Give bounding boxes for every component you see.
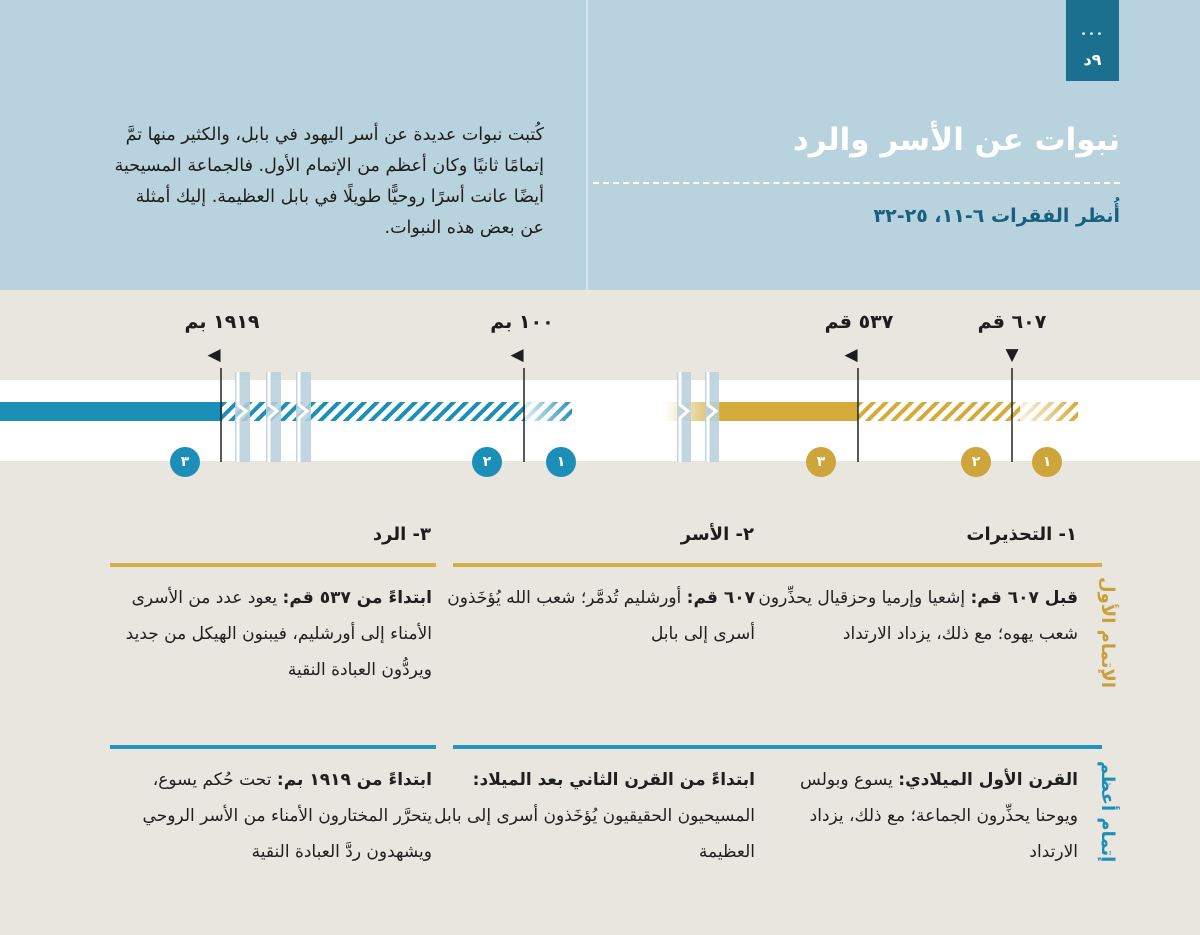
gold-solid-bar [720, 402, 858, 421]
down-arrow-icon: ▼ [1005, 345, 1019, 365]
cell-first-warnings [756, 580, 1078, 652]
blue-hatch-fade [525, 402, 575, 421]
intro-text: كُتبت نبوات عديدة عن أسر اليهود في بابل، والكثير منها تمَّ إتمامًا ثانيًا وكان أعظم من الإتمام الأول. فالجماعة المسيحية أيضًا عانت أسرًا روحيًّا طويلًا في بابل العظيمة. إليك أمثلة عن بعض هذه النبوات. [114, 125, 544, 238]
page-badge [1066, 0, 1119, 81]
gold-hatch-fade [1020, 402, 1078, 421]
cell-date: ابتداءً من ٥٣٧ قم: [282, 588, 432, 608]
date-607: ٦٠٧ قم [977, 311, 1047, 333]
cell-greater-captivity [433, 762, 755, 870]
cell-text: يعود عدد من الأسرى الأمناء إلى أورشليم، فيبنون الهيكل من جديد ويردُّون العبادة النقية [125, 588, 432, 680]
badge-label: ٩د [1083, 50, 1102, 69]
row-divider-blue [110, 745, 436, 749]
left-arrow-icon: ◀ [207, 345, 221, 365]
left-arrow-icon: ◀ [844, 345, 858, 365]
reference-link[interactable]: أُنظر الفقرات ٦-١١، ٢٥-٣٢ [873, 205, 1120, 227]
badge-dots: ••• [1080, 29, 1105, 40]
cell-first-response [110, 580, 432, 688]
cell-date: القرن الأول الميلادي: [898, 770, 1078, 790]
step-circle-blue-3: ٣ [170, 447, 200, 477]
cell-date: ابتداءً من ١٩١٩ بم: [276, 770, 432, 790]
cell-text: تحت حُكم يسوع، يتحرَّر المختارون الأمناء من الأسر الروحي ويشهدون ردَّ العبادة النقية [142, 770, 432, 862]
page-title: نبوات عن الأسر والرد [792, 122, 1120, 158]
cell-text: إشعيا وإرميا وحزقيال يحذِّرون شعب يهوه؛ مع ذلك، يزداد الارتداد [758, 588, 1078, 644]
row-label-first: الإتمام الأول [1097, 576, 1118, 688]
column-header-captivity: ٢- الأسر [680, 524, 754, 545]
cell-text: المسيحيون الحقيقيون يُؤخَذون أسرى إلى بابل العظيمة [434, 806, 755, 862]
row-label-greater: إتمام أعظم [1097, 761, 1118, 863]
row-divider-gold [453, 563, 779, 567]
row-divider-blue [776, 745, 1102, 749]
date-537: ٥٣٧ قم [824, 311, 894, 333]
cell-text: يسوع وبولس ويوحنا يحذِّرون الجماعة؛ مع ذلك، يزداد الارتداد [800, 770, 1078, 862]
step-circle-blue-1: ١ [546, 447, 576, 477]
step-circle-gold-1: ١ [1032, 447, 1062, 477]
step-circle-blue-2: ٢ [472, 447, 502, 477]
header-divider [586, 0, 588, 290]
row-divider-gold [776, 563, 1102, 567]
row-divider-gold [110, 563, 436, 567]
date-1919: ١٩١٩ بم [184, 311, 260, 333]
date-100: ١٠٠ بم [490, 311, 554, 333]
step-circle-gold-2: ٢ [961, 447, 991, 477]
column-header-response: ٣- الرد [372, 524, 431, 545]
column-header-warnings: ١- التحذيرات [966, 524, 1077, 545]
cell-text: أورشليم تُدمَّر؛ شعب الله يُؤخَذون أسرى إلى بابل [447, 588, 755, 644]
left-arrow-icon: ◀ [510, 345, 524, 365]
row-divider-blue [453, 745, 779, 749]
cell-date: ابتداءً من القرن الثاني بعد الميلاد: [472, 770, 755, 790]
cell-date: قبل ٦٠٧ قم: [970, 588, 1078, 608]
cell-greater-response [110, 762, 432, 870]
title-divider [593, 182, 1120, 184]
blue-solid-bar [0, 402, 222, 421]
cell-greater-warnings [756, 762, 1078, 870]
step-circle-gold-3: ٣ [806, 447, 836, 477]
cell-first-captivity [433, 580, 755, 652]
cell-date: ٦٠٧ قم: [686, 588, 755, 608]
